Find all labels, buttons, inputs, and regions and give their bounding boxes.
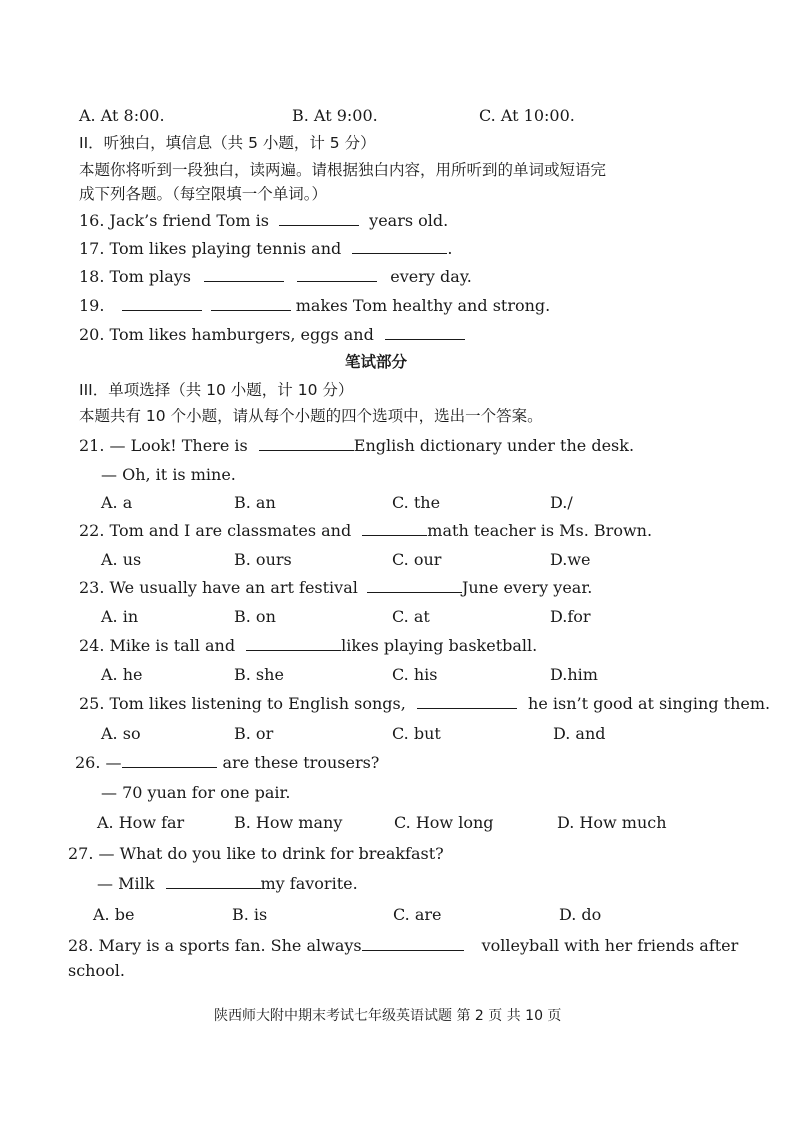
question-23 (79, 578, 592, 598)
option-a: A. At 8:00. (79, 106, 165, 125)
answer-blank[interactable] (352, 239, 447, 254)
question-text: are these trousers? (222, 753, 380, 772)
option-a[interactable]: A. so (101, 724, 141, 743)
answer-blank[interactable] (211, 296, 291, 311)
question-25 (79, 694, 770, 714)
question-17 (79, 239, 452, 259)
option-c[interactable]: C. the (392, 493, 441, 512)
option-b: B. At 9:00. (292, 106, 378, 125)
question-28 (68, 936, 738, 956)
question-text: 19. (79, 296, 105, 315)
question-18 (79, 267, 472, 287)
option-b[interactable]: B. is (232, 905, 268, 924)
option-b[interactable]: B. on (234, 607, 276, 626)
answer-blank[interactable] (385, 325, 465, 340)
option-a[interactable]: A. in (101, 607, 139, 626)
option-d[interactable]: D. How much (557, 813, 667, 832)
answer-blank[interactable] (362, 521, 427, 536)
option-d[interactable]: D. and (553, 724, 606, 743)
question-text: 20. Tom likes hamburgers, eggs and (79, 325, 374, 344)
question-20 (79, 325, 465, 345)
question-text: 16. Jack’s friend Tom is (79, 211, 269, 230)
question-16 (79, 211, 448, 231)
section-instructions: 本题你将听到一段独白，读两遍。请根据独白内容，用所听到的单词或短语完 (79, 161, 607, 179)
question-24 (79, 636, 537, 656)
option-d[interactable]: D. do (559, 905, 602, 924)
answer-blank[interactable] (122, 296, 202, 311)
question-text: 17. Tom likes playing tennis and (79, 239, 342, 258)
option-b[interactable]: B. she (234, 665, 284, 684)
question-27: 27. — What do you like to drink for breakfast? (68, 844, 444, 863)
option-c[interactable]: C. his (392, 665, 438, 684)
question-text: 21. — Look! There is (79, 436, 248, 455)
question-21 (79, 436, 634, 456)
option-c[interactable]: C. at (392, 607, 430, 626)
question-text: English dictionary under the desk. (353, 436, 635, 455)
question-text: 28. Mary is a sports fan. She always (68, 936, 362, 955)
question-text: 25. Tom likes listening to English songs, (79, 694, 406, 713)
option-b[interactable]: B. How many (234, 813, 343, 832)
question-22 (79, 521, 652, 541)
answer-blank[interactable] (166, 874, 261, 889)
question-text: math teacher is Ms. Brown. (427, 521, 653, 540)
section-heading: II．听独白，填信息（共 5 小题，计 5 分） (79, 134, 376, 152)
option-d[interactable]: D.him (550, 665, 598, 684)
question-text: 22. Tom and I are classmates and (79, 521, 352, 540)
question-text: school. (68, 961, 125, 980)
question-19 (79, 296, 550, 316)
question-text: . (447, 239, 453, 258)
question-text: 24. Mike is tall and (79, 636, 236, 655)
option-b[interactable]: B. ours (234, 550, 292, 569)
question-26 (75, 753, 379, 773)
section-instructions: 成下列各题。（每空限填一个单词。） (79, 185, 328, 203)
option-d[interactable]: D.we (550, 550, 591, 569)
answer-blank[interactable] (122, 753, 217, 768)
option-d[interactable]: D.for (550, 607, 591, 626)
answer-blank[interactable] (204, 267, 284, 282)
option-c[interactable]: C. but (392, 724, 441, 743)
option-b[interactable]: B. or (234, 724, 274, 743)
answer-blank[interactable] (362, 936, 464, 951)
option-c[interactable]: C. our (392, 550, 442, 569)
answer-blank[interactable] (246, 636, 341, 651)
answer-blank[interactable] (259, 436, 354, 451)
question-text: 18. Tom plays (79, 267, 191, 286)
answer-blank[interactable] (297, 267, 377, 282)
option-a[interactable]: A. How far (97, 813, 185, 832)
option-a[interactable]: A. a (101, 493, 133, 512)
question-text: every day. (390, 267, 472, 286)
question-text: 23. We usually have an art festival (79, 578, 358, 597)
dialog-line: — Oh, it is mine. (101, 465, 236, 484)
option-a[interactable]: A. be (93, 905, 135, 924)
option-d[interactable]: D./ (550, 493, 573, 512)
section-heading: III．单项选择（共 10 小题，计 10 分） (79, 381, 354, 399)
question-text: — Milk (97, 874, 155, 893)
question-text: years old. (369, 211, 449, 230)
option-a[interactable]: A. he (101, 665, 143, 684)
question-text: my favorite. (260, 874, 358, 893)
dialog-line: — 70 yuan for one pair. (101, 783, 291, 802)
option-c: C. At 10:00. (479, 106, 575, 125)
question-text: makes Tom healthy and strong. (295, 296, 551, 315)
dialog-line (97, 874, 358, 894)
question-text: June every year. (461, 578, 593, 597)
answer-blank[interactable] (417, 694, 517, 709)
section-instructions: 本题共有 10 个小题，请从每个小题的四个选项中，选出一个答案。 (79, 407, 543, 425)
question-text: volleyball with her friends after (481, 936, 739, 955)
question-text: 26. — (75, 753, 122, 772)
part-title: 笔试部分 (345, 353, 408, 371)
option-c[interactable]: C. are (393, 905, 442, 924)
answer-blank[interactable] (367, 578, 462, 593)
answer-blank[interactable] (279, 211, 359, 226)
page-footer: 陕西师大附中期末考试七年级英语试题 第 2 页 共 10 页 (214, 1008, 562, 1024)
option-c[interactable]: C. How long (394, 813, 494, 832)
question-text: he isn’t good at singing them. (528, 694, 771, 713)
option-b[interactable]: B. an (234, 493, 276, 512)
question-text: likes playing basketball. (341, 636, 538, 655)
option-a[interactable]: A. us (101, 550, 142, 569)
